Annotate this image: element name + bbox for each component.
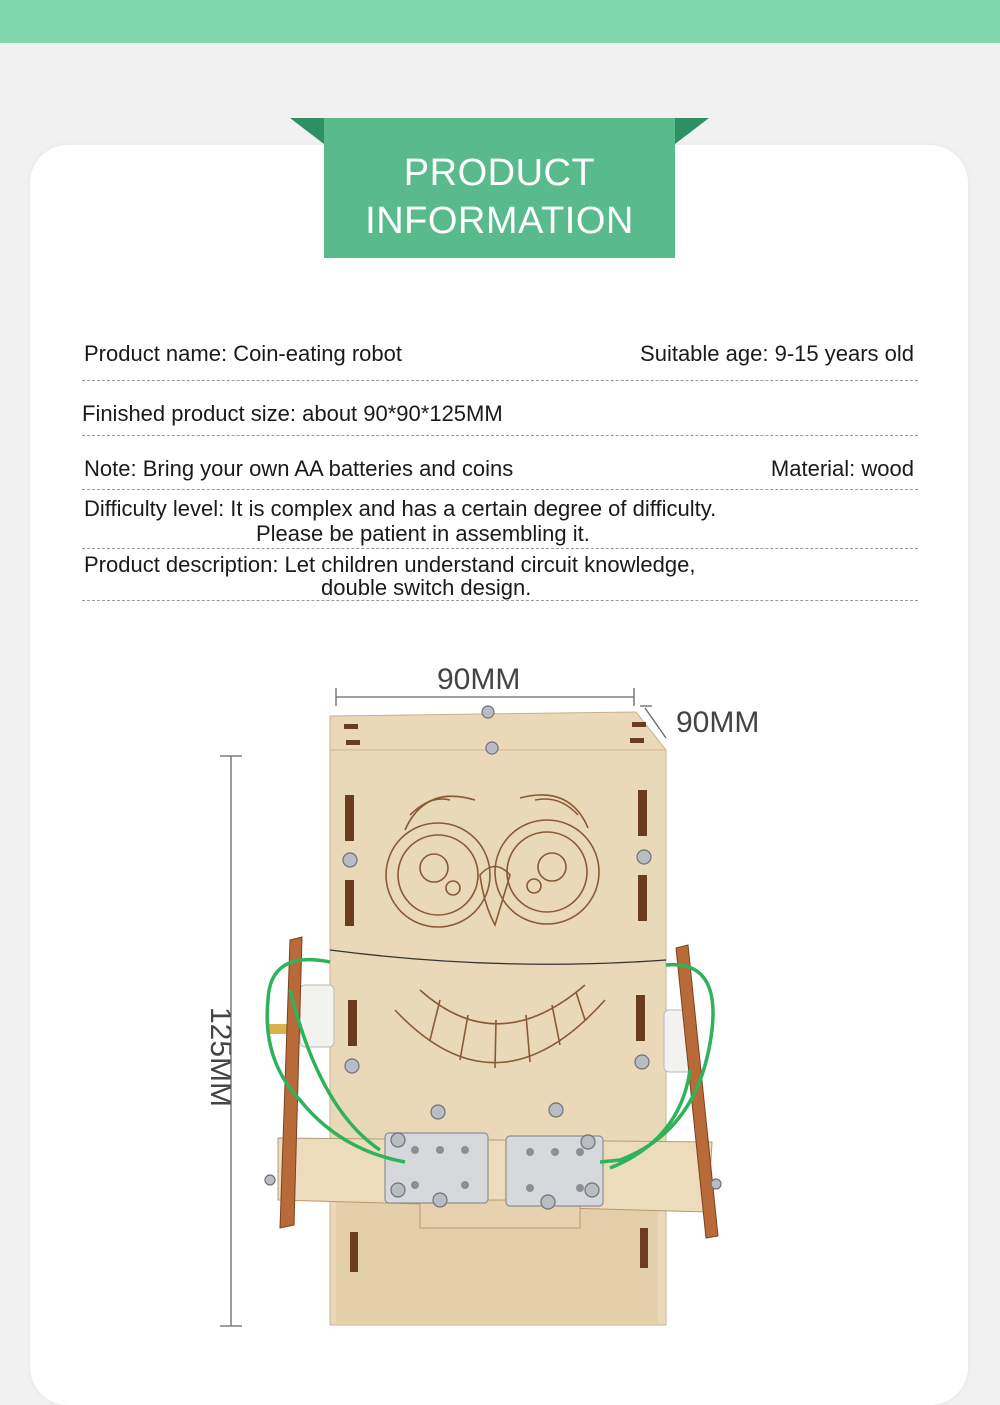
robot-body (268, 706, 692, 1325)
product-name: Product name: Coin-eating robot (84, 341, 402, 366)
height-dimension-label: 125MM (204, 1006, 238, 1108)
section-title-line1: PRODUCT (403, 152, 596, 194)
description-line1: Product description: Let children understand circuit knowledge, (84, 552, 696, 577)
description-line2: double switch design. (321, 575, 532, 600)
difficulty-line2: Please be patient in assembling it. (256, 521, 590, 546)
difficulty-line1: Difficulty level: It is complex and has a certain degree of difficulty. (84, 496, 717, 521)
suitable-age: Suitable age: 9-15 years old (640, 341, 914, 366)
section-title-line2: INFORMATION (365, 200, 634, 242)
finished-size: Finished product size: about 90*90*125MM (82, 401, 503, 426)
note-text: Note: Bring your own AA batteries and coins (84, 456, 514, 481)
material-text: Material: wood (770, 456, 914, 481)
depth-dimension-label: 90MM (676, 706, 760, 739)
width-dimension-label: 90MM (437, 663, 521, 696)
